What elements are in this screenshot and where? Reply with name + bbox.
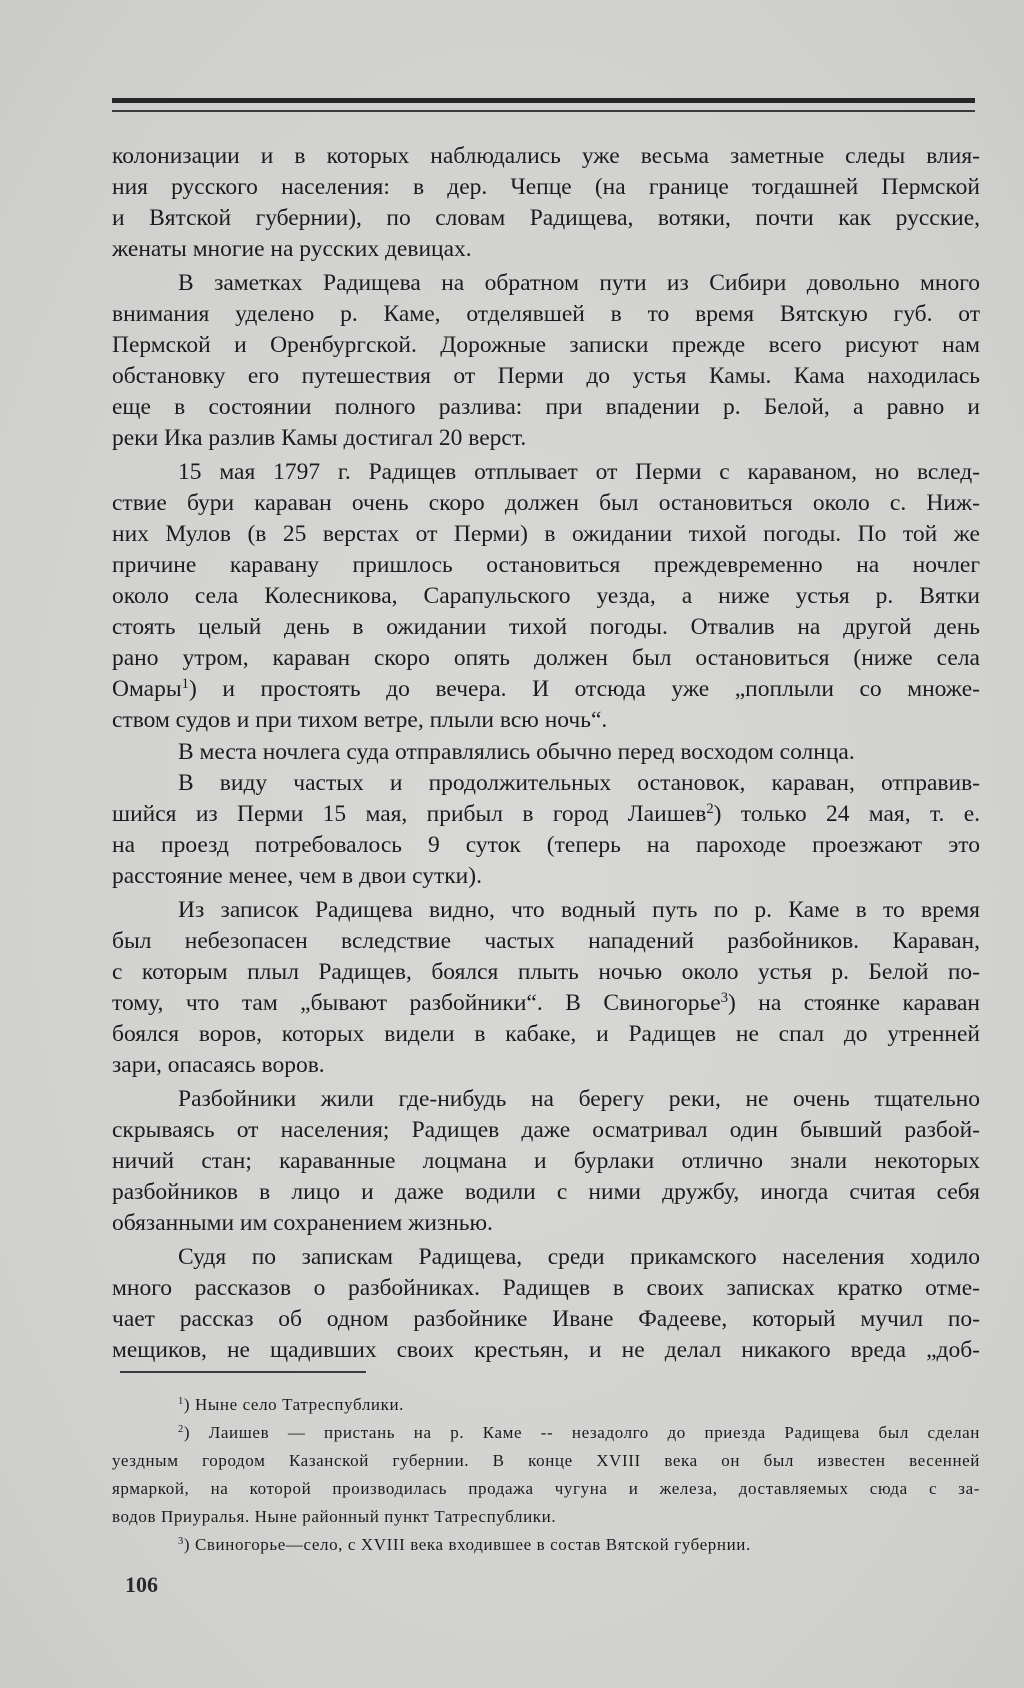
text-line: расстояние менее, чем в двои сутки). (112, 863, 482, 889)
text-line: внимания уделено р. Каме, отделявшей в то время Вятскую губ. от (112, 301, 980, 327)
text-line: боялся воров, которых видели в кабаке, и Радищев не спал до утренней (112, 1021, 980, 1047)
footnote (178, 1421, 980, 1445)
text-fragment: тому, что там „бывают разбойники“. В Свиногорье (112, 990, 721, 1016)
text-line (112, 674, 980, 704)
footnote-mark: 2 (178, 1424, 184, 1436)
text-line: зари, опасаясь воров. (112, 1052, 325, 1078)
text-line: ничий стан; караванные лоцмана и бурлаки отлично знали некоторых (112, 1148, 980, 1174)
footnote (178, 1393, 980, 1417)
text-line: В виду частых и продолжительных остановок, караван, отправив- (178, 770, 980, 796)
footnote-ref: 2 (706, 801, 714, 817)
text-line: с которым плыл Радищев, боялся плыть ночью около устья р. Белой по- (112, 959, 980, 985)
header-rule-thin (112, 110, 975, 112)
footnote-separator (120, 1371, 366, 1373)
footnote-mark: 1 (178, 1396, 184, 1408)
text-line: на проезд потребовалось 9 суток (теперь на пароходе проезжают это (112, 832, 980, 858)
text-line: рано утром, караван скоро опять должен был остановиться (ниже села (112, 645, 980, 671)
text-line: был небезопасен вследствие частых нападений разбойников. Караван, (112, 928, 980, 954)
footnote-mark: 3 (178, 1536, 184, 1548)
footnote-line: водов Приуралья. Ныне районный пункт Татреспублики. (112, 1507, 557, 1526)
footnote-line: ярмаркой, на которой производилась продажа чугуна и железа, доставляемых сюда с за- (112, 1479, 980, 1498)
footnote-ref: 3 (720, 990, 728, 1006)
text-fragment: ) только 24 мая, т. е. (713, 801, 980, 827)
text-line: много рассказов о разбойниках. Радищев в своих записках кратко отме- (112, 1275, 980, 1301)
text-line: Пермской и Оренбургской. Дорожные записки прежде всего рисуют нам (112, 332, 980, 358)
footnote-text: ) Лаишев — пристань на р. Каме -- незадолго до приезда Радищева был сделан (183, 1423, 980, 1442)
text-line: колонизации и в которых наблюдались уже весьма заметные следы влия- (112, 143, 980, 169)
text-line: ством судов и при тихом ветре, плыли всю ночь“. (112, 707, 608, 733)
text-line: Разбойники жили где-нибудь на берегу реки, не очень тщательно (178, 1086, 980, 1112)
text-line: В заметках Радищева на обратном пути из Сибири довольно много (178, 270, 980, 296)
text-fragment: ) и простоять до вечера. И отсюда уже „поплыли со множе- (188, 676, 980, 702)
text-line: и Вятской губернии), по словам Радищева, вотяки, почти как русские, (112, 205, 980, 231)
text-line: чает рассказ об одном разбойнике Иване Фадееве, который мучил по- (112, 1306, 980, 1332)
footnote-text: ) Ныне село Татреспублики. (183, 1395, 405, 1414)
text-line: женаты многие на русских девицах. (112, 236, 472, 262)
text-fragment: Омары (112, 676, 182, 702)
text-fragment: шийся из Перми 15 мая, прибыл в город Лаишев (112, 801, 707, 827)
footnote-line: уездным городом Казанской губернии. В конце XVIII века он был известен весенней (112, 1451, 980, 1470)
text-line (112, 799, 980, 829)
page-number: 106 (125, 1572, 158, 1597)
text-line: разбойников в лицо и даже водили с ними дружбу, иногда считая себя (112, 1179, 980, 1205)
text-line: Из записок Радищева видно, что водный путь по р. Каме в то время (178, 897, 980, 923)
header-rule-thick (112, 98, 975, 103)
text-line: В места ночлега суда отправлялись обычно перед восходом солнца. (178, 739, 855, 765)
text-line: Судя по запискам Радищева, среди прикамского населения ходило (178, 1244, 980, 1270)
footnote-text: ) Свиногорье—село, с XVIII века входившее в состав Вятской губернии. (183, 1535, 751, 1554)
text-line: около села Колесникова, Сарапульского уезда, а ниже устья р. Вятки (112, 583, 980, 609)
footnote (178, 1533, 980, 1557)
text-line: обстановку его путешествия от Перми до устья Камы. Кама находилась (112, 363, 980, 389)
footnote-ref: 1 (181, 676, 189, 692)
text-line: скрываясь от населения; Радищев даже осматривал один бывший разбой- (112, 1117, 980, 1143)
text-line: причине каравану пришлось остановиться преждевременно на ночлег (112, 552, 980, 578)
text-line: стоять целый день в ожидании тихой погоды. Отвалив на другой день (112, 614, 980, 640)
text-line: мещиков, не щадивших своих крестьян, и не делал никакого вреда „доб- (112, 1337, 980, 1363)
text-line: 15 мая 1797 г. Радищев отплывает от Перми с караваном, но вслед- (178, 459, 980, 485)
text-line: ствие бури караван очень скоро должен был остановиться около с. Ниж- (112, 490, 980, 516)
text-line: реки Ика разлив Камы достигал 20 верст. (112, 425, 527, 451)
text-line: обязанными им сохранением жизнью. (112, 1210, 493, 1236)
text-line: ния русского населения: в дер. Чепце (на границе тогдашней Пермской (112, 174, 980, 200)
text-fragment: ) на стоянке караван (727, 990, 980, 1016)
text-line: них Мулов (в 25 верстах от Перми) в ожидании тихой погоды. По той же (112, 521, 980, 547)
text-line: еще в состоянии полного разлива: при впадении р. Белой, а равно и (112, 394, 980, 420)
text-line (112, 988, 980, 1018)
